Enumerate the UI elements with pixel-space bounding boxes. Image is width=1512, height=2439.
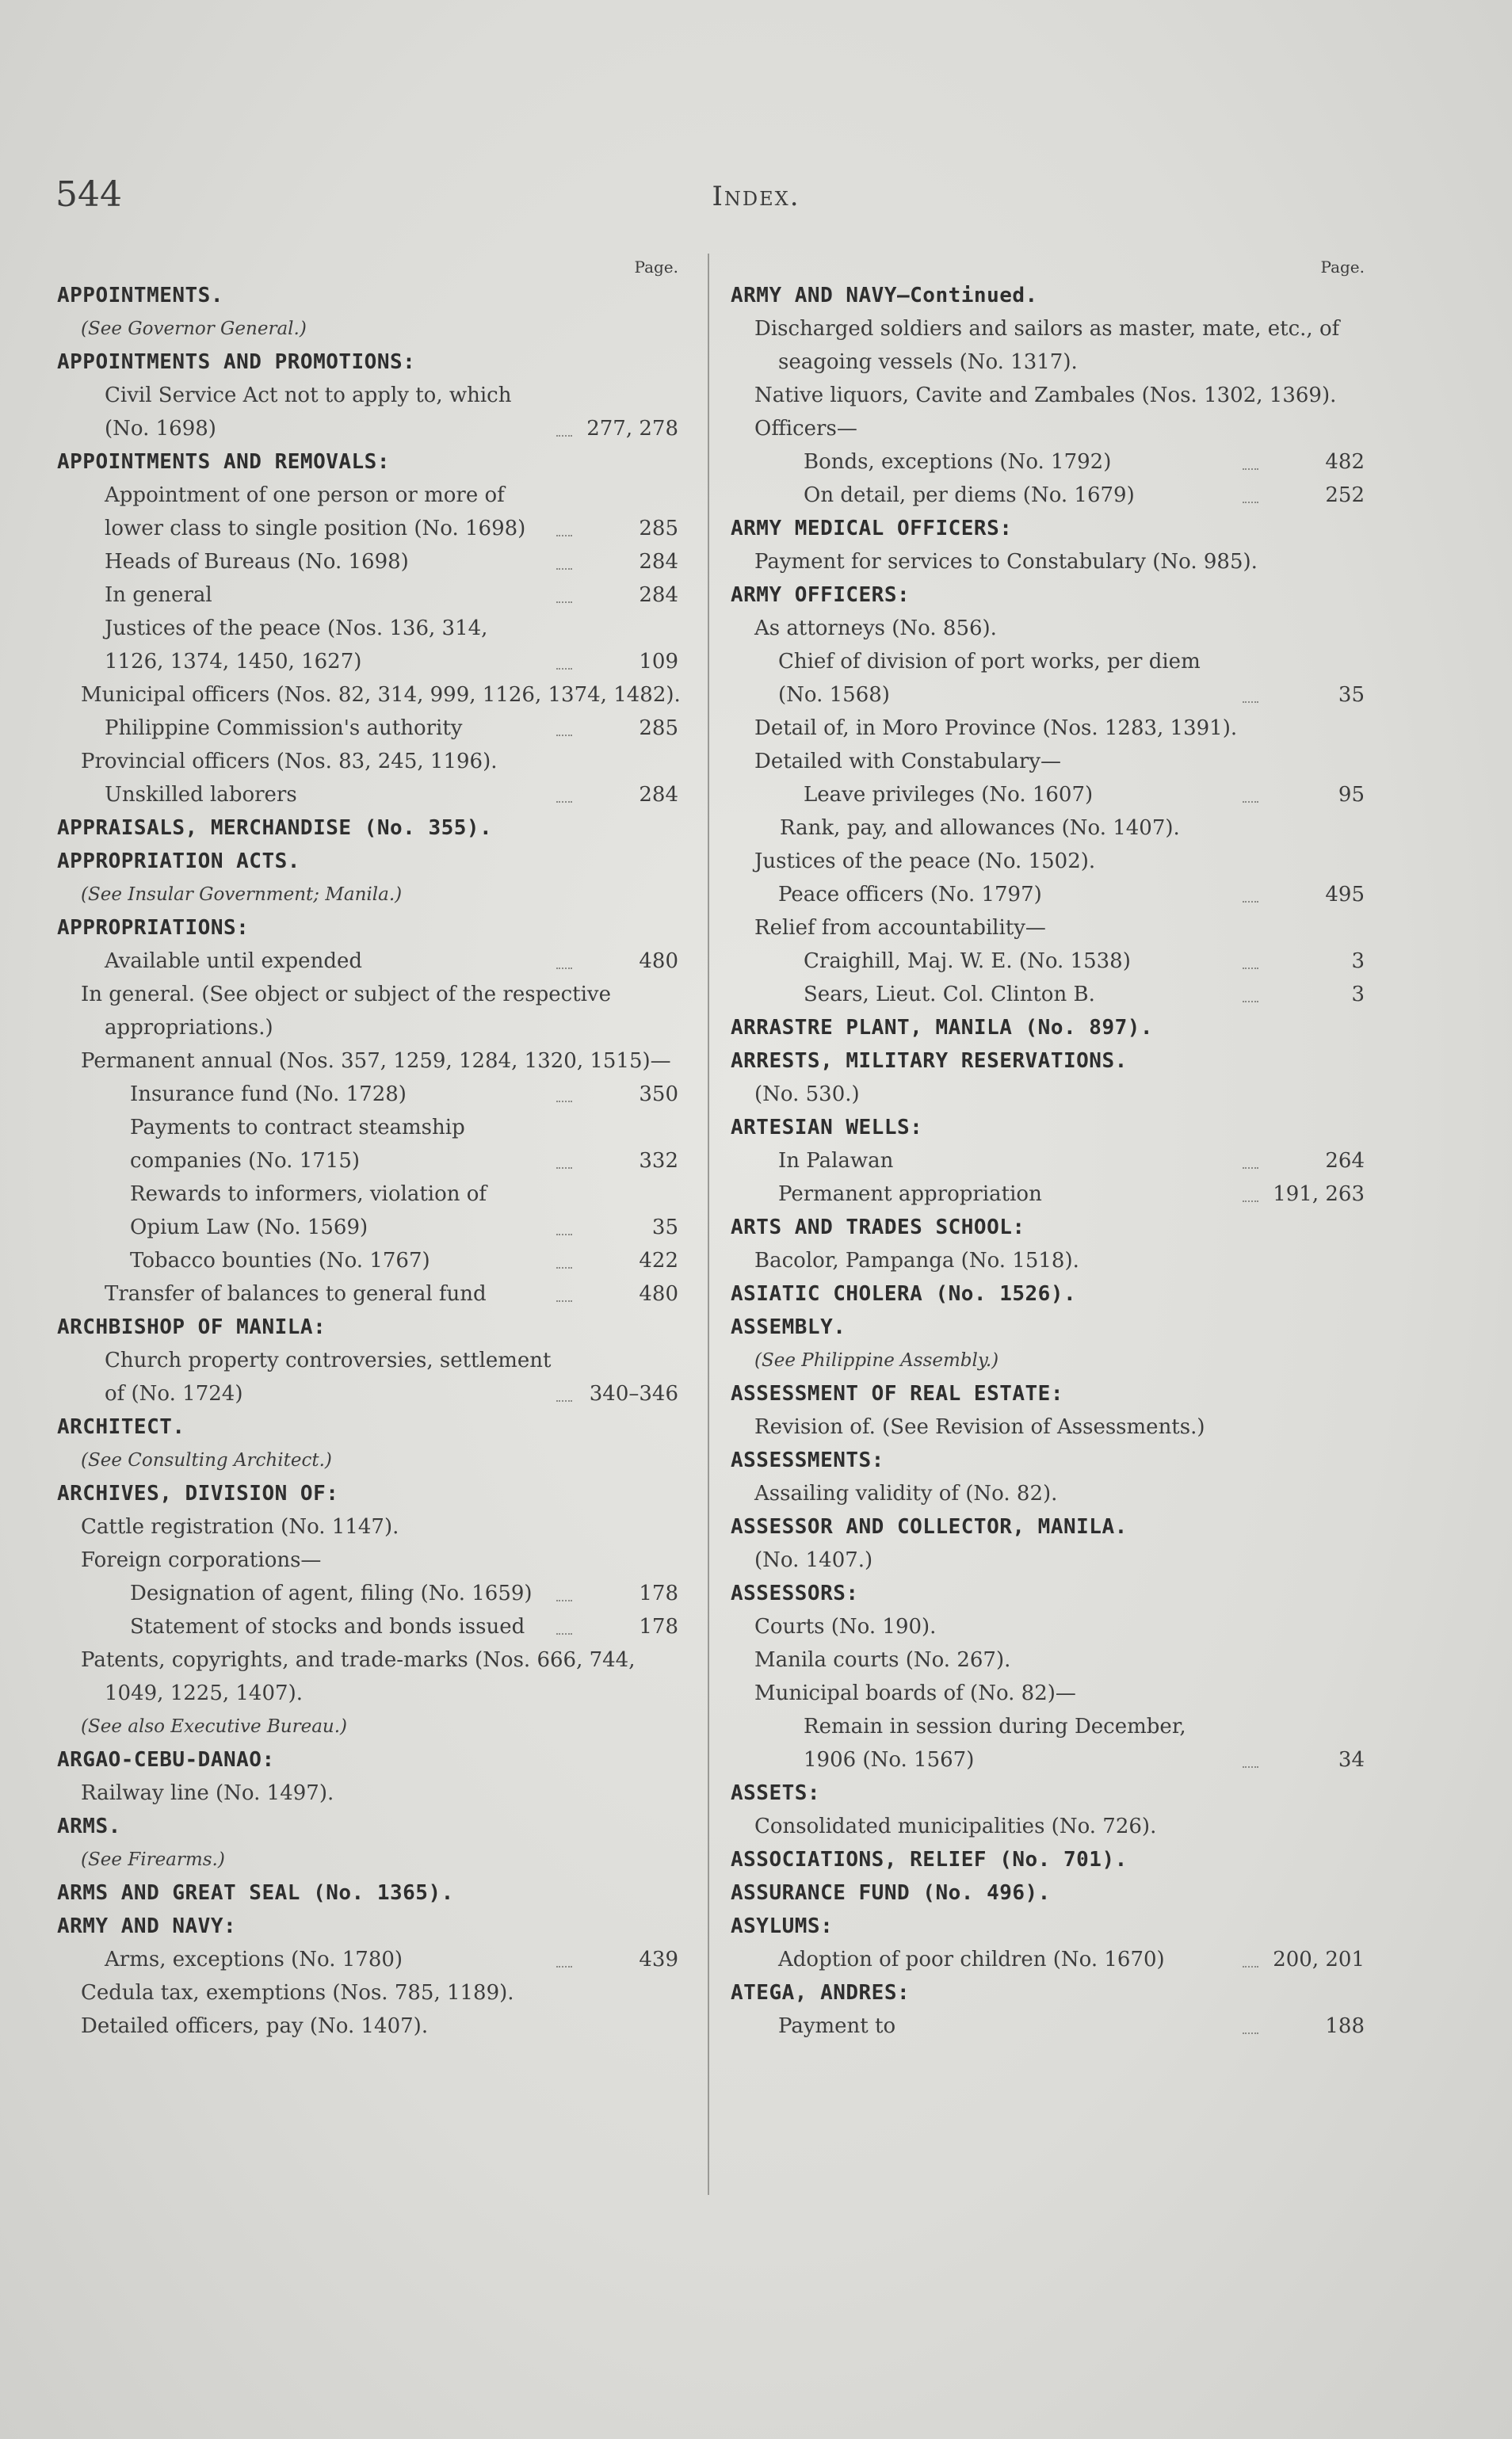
index-subentry <box>57 1344 685 1410</box>
page-reference: 95 <box>1338 783 1365 807</box>
page-number: 544 <box>55 174 122 215</box>
leader-dots <box>1243 1966 1258 1968</box>
page-reference: 350 <box>639 1082 678 1106</box>
index-subentry: Manila courts (No. 267). <box>754 1648 1011 1672</box>
leader-dots <box>556 1600 572 1601</box>
index-subentry <box>57 545 685 578</box>
leader-dots <box>1243 468 1258 470</box>
index-heading: ASSESSMENT OF REAL ESTATE: <box>731 1382 1063 1406</box>
cross-reference: (See also Executive Bureau.) <box>81 1716 348 1737</box>
index-heading: APPROPRIATIONS: <box>57 916 250 940</box>
index-subentry: Railway line (No. 1497). <box>81 1781 334 1805</box>
index-subentry: Relief from accountability— <box>754 916 1046 940</box>
page-reference: 191, 263 <box>1273 1182 1365 1206</box>
page-title: Index. <box>712 181 800 212</box>
leader-dots <box>1243 1766 1258 1768</box>
index-subentry <box>731 945 1371 978</box>
entry-text: In general <box>105 583 212 607</box>
page-reference: 332 <box>639 1149 678 1173</box>
right-column <box>731 255 1371 2043</box>
entry-text: Heads of Bureaus (No. 1698) <box>105 550 409 574</box>
index-heading: APPOINTMENTS. <box>57 284 223 307</box>
leader-dots <box>1243 1167 1258 1169</box>
entry-text: Rewards to informers, violation of Opium Law (No. 1569) <box>130 1182 487 1239</box>
index-subentry <box>57 1078 685 1111</box>
index-subentry: Detail of, in Moro Province (Nos. 1283, 1391). <box>754 716 1238 740</box>
index-subentry <box>57 379 685 445</box>
index-heading: APPOINTMENTS AND REMOVALS: <box>57 450 390 474</box>
entry-text: Designation of agent, filing (No. 1659) <box>130 1582 533 1605</box>
cross-reference: (See Firearms.) <box>81 1849 225 1870</box>
index-heading: ASSEMBLY. <box>731 1315 846 1339</box>
index-heading: ARTS AND TRADES SCHOOL: <box>731 1216 1025 1239</box>
index-heading: APPROPRIATION ACTS. <box>57 849 300 873</box>
index-subentry: As attorneys (No. 856). <box>754 616 997 640</box>
index-subentry <box>731 479 1371 512</box>
entry-text: Adoption of poor children (No. 1670) <box>778 1948 1165 1971</box>
index-subentry: Permanent annual (Nos. 357, 1259, 1284, 1320, 1515)— <box>81 1049 671 1073</box>
page-reference: 340–346 <box>589 1382 678 1406</box>
leader-dots <box>1243 2032 1258 2034</box>
index-subentry: Cattle registration (No. 1147). <box>81 1515 399 1539</box>
right-entries <box>731 279 1371 2043</box>
page-reference: 3 <box>1351 983 1365 1006</box>
leader-dots <box>1243 701 1258 703</box>
cross-reference: (See Governor General.) <box>81 319 307 339</box>
page-reference: 439 <box>639 1948 678 1971</box>
index-subentry <box>731 1710 1371 1777</box>
page-reference: 482 <box>1325 450 1365 474</box>
page-reference: 495 <box>1325 883 1365 907</box>
index-heading: APPRAISALS, MERCHANDISE (No. 355). <box>57 816 493 840</box>
leader-dots <box>556 1966 572 1968</box>
entry-text: Tobacco bounties (No. 1767) <box>130 1249 430 1273</box>
index-subentry <box>731 2010 1371 2043</box>
index-subentry: (No. 530.) <box>754 1082 860 1106</box>
entry-text: Appointment of one person or more of lower class to single position (No. 1698) <box>105 483 526 540</box>
index-subentry <box>57 712 685 745</box>
index-subentry: In general. (See object or subject of the respective appropriations.) <box>81 983 612 1040</box>
entry-text: Remain in session during December, 1906 (No. 1567) <box>804 1715 1186 1772</box>
index-heading: ARMS AND GREAT SEAL (No. 1365). <box>57 1881 454 1905</box>
entry-text: Justices of the peace (Nos. 136, 314, 1126, 1374, 1450, 1627) <box>105 616 488 674</box>
index-heading: ASSESSOR AND COLLECTOR, MANILA. <box>731 1515 1128 1539</box>
page-reference: 35 <box>1338 683 1365 707</box>
leader-dots <box>556 1101 572 1102</box>
entry-text: Philippine Commission's authority <box>105 716 463 740</box>
index-subentry: Foreign corporations— <box>81 1548 322 1572</box>
index-subentry: Courts (No. 190). <box>754 1615 937 1639</box>
index-heading: ARMY AND NAVY: <box>57 1914 237 1938</box>
page-reference: 285 <box>639 716 678 740</box>
entry-text: Peace officers (No. 1797) <box>778 883 1042 907</box>
entry-text: Payment to <box>778 2014 896 2038</box>
index-subentry: Municipal officers (Nos. 82, 314, 999, 1126, 1374, 1482). <box>81 683 681 707</box>
index-subentry: Detailed with Constabulary— <box>754 750 1062 773</box>
index-subentry <box>57 1178 685 1244</box>
index-heading: ARMY MEDICAL OFFICERS: <box>731 517 1013 540</box>
page-column-label: Page. <box>634 258 678 277</box>
index-subentry <box>57 578 685 612</box>
index-heading: ASYLUMS: <box>731 1914 834 1938</box>
page-reference: 178 <box>639 1615 678 1639</box>
index-subentry <box>57 1111 685 1178</box>
index-heading: ARCHIVES, DIVISION OF: <box>57 1482 339 1506</box>
index-heading: ARCHITECT. <box>57 1415 185 1439</box>
entry-text: Available until expended <box>105 949 362 973</box>
page-reference: 480 <box>639 1282 678 1306</box>
index-subentry <box>731 1943 1371 1976</box>
index-heading: ARMS. <box>57 1815 121 1838</box>
column-divider <box>708 254 709 2195</box>
index-subentry <box>57 1277 685 1311</box>
index-subentry: Rank, pay, and allowances (No. 1407). <box>780 816 1180 840</box>
entry-text: Payments to contract steamship companies (No. 1715) <box>130 1116 465 1173</box>
index-subentry <box>57 1244 685 1277</box>
entry-text: Transfer of balances to general fund <box>105 1282 487 1306</box>
index-subentry <box>731 645 1371 712</box>
leader-dots <box>1243 1001 1258 1002</box>
page-reference: 252 <box>1325 483 1365 507</box>
page-reference: 285 <box>639 517 678 540</box>
index-subentry: Assailing validity of (No. 82). <box>754 1482 1058 1506</box>
index-subentry <box>57 612 685 678</box>
index-subentry <box>731 878 1371 911</box>
entry-text: Leave privileges (No. 1607) <box>804 783 1094 807</box>
page-reference: 277, 278 <box>586 417 678 441</box>
entry-text: Craighill, Maj. W. E. (No. 1538) <box>804 949 1131 973</box>
entry-text: Civil Service Act not to apply to, which (No. 1698) <box>105 384 512 441</box>
index-subentry: Cedula tax, exemptions (Nos. 785, 1189). <box>81 1981 514 2005</box>
page-reference: 264 <box>1325 1149 1365 1173</box>
leader-dots <box>556 1267 572 1269</box>
index-heading: ARTESIAN WELLS: <box>731 1116 923 1139</box>
index-subentry: Officers— <box>754 417 857 441</box>
cross-reference: (See Philippine Assembly.) <box>754 1350 999 1371</box>
index-heading: ARRASTRE PLANT, MANILA (No. 897). <box>731 1016 1154 1040</box>
index-subentry: Payment for services to Constabulary (No. 985). <box>754 550 1258 574</box>
index-heading: APPOINTMENTS AND PROMOTIONS: <box>57 350 416 374</box>
index-subentry <box>57 945 685 978</box>
page-reference: 3 <box>1351 949 1365 973</box>
index-heading: ARGAO-CEBU-DANAO: <box>57 1748 275 1772</box>
cross-reference: (See Consulting Architect.) <box>81 1450 332 1471</box>
index-heading: ATEGA, ANDRES: <box>731 1981 911 2005</box>
page-reference: 200, 201 <box>1273 1948 1365 1971</box>
index-subentry <box>57 1577 685 1610</box>
index-heading: ASIATIC CHOLERA (No. 1526). <box>731 1282 1077 1306</box>
index-subentry: Justices of the peace (No. 1502). <box>754 849 1096 873</box>
leader-dots <box>556 1300 572 1302</box>
cross-reference: (See Insular Government; Manila.) <box>81 884 403 905</box>
index-subentry <box>57 1610 685 1643</box>
index-subentry <box>57 1943 685 1976</box>
index-heading: ASSURANCE FUND (No. 496). <box>731 1881 1051 1905</box>
leader-dots <box>556 801 572 803</box>
entry-text: In Palawan <box>778 1149 894 1173</box>
page-reference: 109 <box>639 650 678 674</box>
index-heading: ARCHBISHOP OF MANILA: <box>57 1315 326 1339</box>
index-heading: ASSESSMENTS: <box>731 1449 884 1472</box>
index-heading: ARMY OFFICERS: <box>731 583 911 607</box>
page-reference: 284 <box>639 783 678 807</box>
index-heading: ASSETS: <box>731 1781 821 1805</box>
index-subentry <box>57 778 685 811</box>
index-heading: ARMY AND NAVY—Continued. <box>731 284 1038 307</box>
index-subentry <box>731 978 1371 1011</box>
leader-dots <box>1243 968 1258 969</box>
index-subentry <box>731 778 1371 811</box>
page-reference: 422 <box>639 1249 678 1273</box>
index-subentry <box>57 479 685 545</box>
index-subentry: Provincial officers (Nos. 83, 245, 1196). <box>81 750 498 773</box>
entry-text: Unskilled laborers <box>105 783 297 807</box>
index-heading: ARRESTS, MILITARY RESERVATIONS. <box>731 1049 1128 1073</box>
leader-dots <box>556 1234 572 1235</box>
index-subentry: Bacolor, Pampanga (No. 1518). <box>754 1249 1079 1273</box>
page-reference: 284 <box>639 550 678 574</box>
page-reference: 178 <box>639 1582 678 1605</box>
leader-dots <box>1243 1200 1258 1202</box>
entry-text: Arms, exceptions (No. 1780) <box>105 1948 403 1971</box>
index-subentry: Municipal boards of (No. 82)— <box>754 1681 1076 1705</box>
leader-dots <box>556 1633 572 1635</box>
page-reference: 480 <box>639 949 678 973</box>
page-reference: 284 <box>639 583 678 607</box>
page-reference: 35 <box>651 1216 678 1239</box>
left-entries <box>57 279 685 2043</box>
leader-dots <box>1243 801 1258 803</box>
leader-dots <box>556 535 572 536</box>
index-subentry: Consolidated municipalities (No. 726). <box>754 1815 1157 1838</box>
index-subentry: Detailed officers, pay (No. 1407). <box>81 2014 429 2038</box>
leader-dots <box>556 735 572 736</box>
index-subentry <box>731 1144 1371 1178</box>
leader-dots <box>556 968 572 969</box>
entry-text: Church property controversies, settlement of (No. 1724) <box>105 1349 552 1406</box>
page-reference: 188 <box>1325 2014 1365 2038</box>
entry-text: Chief of division of port works, per diem (No. 1568) <box>778 650 1201 707</box>
entry-text: Insurance fund (No. 1728) <box>130 1082 407 1106</box>
index-subentry <box>731 445 1371 479</box>
leader-dots <box>556 435 572 437</box>
index-subentry: Discharged soldiers and sailors as master, mate, etc., of seagoing vessels (No. 1317). <box>754 317 1340 374</box>
index-heading: ASSESSORS: <box>731 1582 859 1605</box>
page-reference: 34 <box>1338 1748 1365 1772</box>
index-subentry: (No. 1407.) <box>754 1548 873 1572</box>
leader-dots <box>556 1400 572 1402</box>
leader-dots <box>556 668 572 670</box>
entry-text: Sears, Lieut. Col. Clinton B. <box>804 983 1095 1006</box>
leader-dots <box>556 601 572 603</box>
page-column-label: Page. <box>1320 258 1365 277</box>
index-heading: ASSOCIATIONS, RELIEF (No. 701). <box>731 1848 1128 1872</box>
index-subentry <box>731 1178 1371 1211</box>
index-subentry: Revision of. (See Revision of Assessments.) <box>754 1415 1205 1439</box>
leader-dots <box>556 568 572 570</box>
leader-dots <box>556 1167 572 1169</box>
index-subentry: Native liquors, Cavite and Zambales (Nos. 1302, 1369). <box>754 384 1337 407</box>
entry-text: Statement of stocks and bonds issued <box>130 1615 525 1639</box>
leader-dots <box>1243 502 1258 503</box>
entry-text: Permanent appropriation <box>778 1182 1042 1206</box>
leader-dots <box>1243 901 1258 903</box>
entry-text: Bonds, exceptions (No. 1792) <box>804 450 1112 474</box>
index-subentry: Patents, copyrights, and trade-marks (Nos. 666, 744, 1049, 1225, 1407). <box>81 1648 636 1705</box>
entry-text: On detail, per diems (No. 1679) <box>804 483 1135 507</box>
left-column <box>57 255 685 2043</box>
